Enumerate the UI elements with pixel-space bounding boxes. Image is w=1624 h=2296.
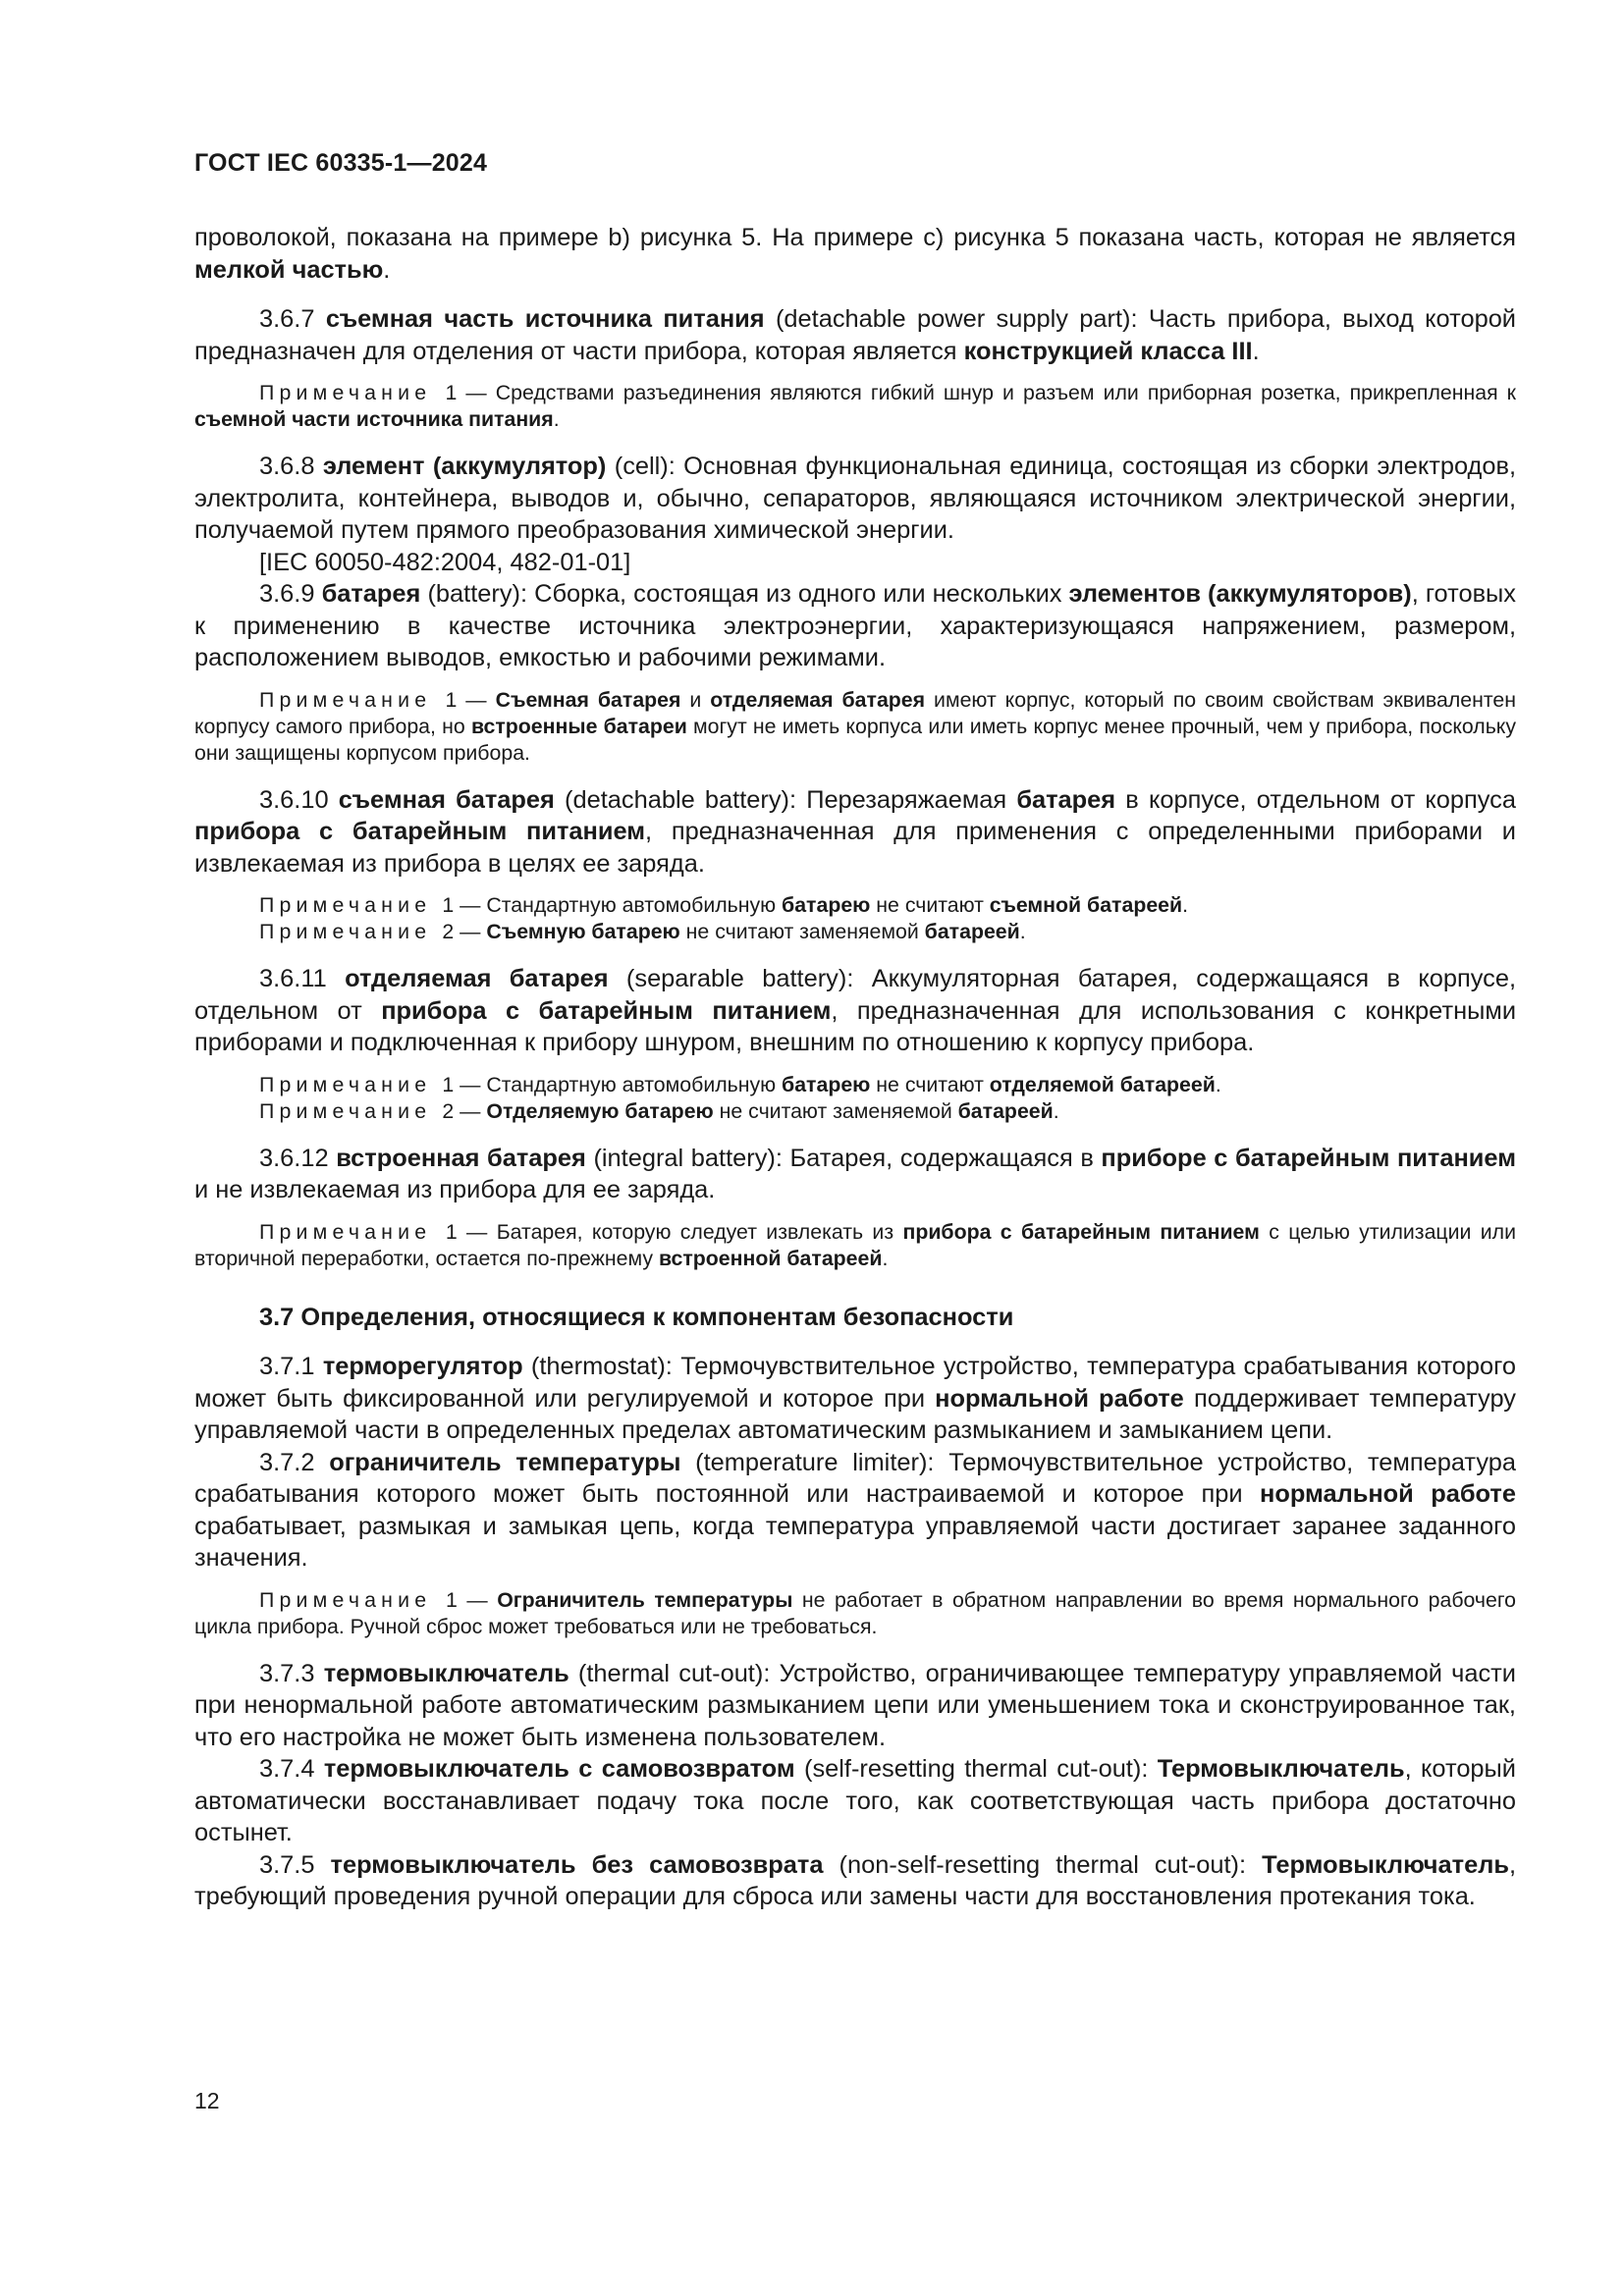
bold-term: прибора с батарейным питанием <box>902 1219 1260 1244</box>
definition-paragraph <box>194 578 1516 674</box>
bold-term: батареей <box>924 920 1020 943</box>
text-run: в корпусе, отдельном от корпуса <box>1115 785 1516 814</box>
note-label: Примечание <box>259 1219 446 1244</box>
text-run: (cell): Основная функциональная единица, состоящая из сборки электродов, электролита, контейнера, выводов и, обычно, сепараторов, являющаяся источником электрической энергии, получаемой путем прямого преобразования химической энергии. <box>194 453 1517 544</box>
text-run: — <box>454 920 487 943</box>
spacer <box>194 1206 1516 1219</box>
bold-term: элемент (аккумулятор) <box>322 453 607 480</box>
spacer <box>194 1575 1516 1587</box>
text-run: могут не иметь корпуса или иметь корпус менее прочный, чем у прибора, поскольку они защищены корпусом прибора. <box>194 714 1517 765</box>
bold-term: отделяемая батарея <box>345 965 609 992</box>
bold-term: нормальной работе <box>935 1384 1184 1413</box>
text-run: (detachable power supply part): Часть прибора, выход которой предназначен для отделения от части прибора, которая является <box>194 305 1516 365</box>
note-paragraph <box>194 687 1516 767</box>
note-number: 1 <box>445 381 458 404</box>
spacer <box>194 767 1516 784</box>
bold-term: съемная батарея <box>338 785 555 814</box>
text-run: с целью утилизации или вторичной переработки, остается по-прежнему <box>194 1219 1516 1270</box>
definition-paragraph <box>194 1658 1516 1754</box>
note-paragraph <box>194 1219 1516 1272</box>
note-label: Примечание <box>259 1072 443 1096</box>
spacer <box>194 1272 1516 1302</box>
text-run: , предназначенная для использования с конкретными приборами и подключенная к прибору шнуром, внешним по отношению к корпусу прибора. <box>194 996 1517 1056</box>
document-header: ГОСТ IEC 60335-1—2024 <box>194 149 488 177</box>
spacer <box>194 367 1516 380</box>
text-run: 3.7 Определения, относящиеся к компонентам безопасности <box>259 1303 1014 1331</box>
bold-term: прибора с батарейным питанием <box>194 818 646 845</box>
text-run: имеют корпус, который по своим свойствам эквивалентен корпусу самого прибора, но <box>194 687 1516 738</box>
document-body <box>194 222 1516 1913</box>
definition-paragraph <box>194 1351 1516 1447</box>
spacer <box>194 674 1516 687</box>
text-run: 3.7.3 <box>259 1659 324 1687</box>
note-paragraph <box>194 892 1516 919</box>
spacer <box>194 880 1516 892</box>
bold-term: Термовыключатель <box>1262 1850 1509 1879</box>
bold-term: приборе с батарейным питанием <box>1101 1144 1516 1172</box>
bold-term: отделяемой батареей <box>989 1072 1216 1096</box>
text-run: — Средствами разъединения являются гибкий шнур и разъем или приборная розетка, прикрепленная к <box>457 381 1516 404</box>
bold-term: встроенной батареей <box>658 1246 883 1270</box>
note-paragraph <box>194 1587 1516 1640</box>
text-run: (separable battery): Аккумуляторная батарея, содержащаяся в корпусе, отдельном от <box>194 965 1516 1025</box>
note-label: Примечание <box>259 893 443 917</box>
text-run: (self-resetting thermal cut-out): <box>794 1755 1158 1783</box>
text-run: , предназначенная для применения с определенными приборами и извлекаемая из прибора в целях ее заряда. <box>194 818 1516 878</box>
note-number: 1 <box>442 893 455 917</box>
text-run: . <box>383 255 391 284</box>
text-run: , требующий проведения ручной операции для сброса или замены части для восстановления протекания тока. <box>194 1850 1516 1910</box>
bold-term: съемной части источника питания <box>194 407 554 431</box>
text-run: проволокой, показана на примере b) рисунка 5. На примере c) рисунка 5 показана часть, которая не является <box>194 224 1516 251</box>
text-run: 3.7.2 <box>259 1448 330 1476</box>
bold-term: термовыключатель без самовозврата <box>330 1850 824 1879</box>
bold-term: элементов (аккумуляторов) <box>1068 580 1412 608</box>
text-run: (integral battery): Батарея, содержащаяся в <box>585 1144 1102 1172</box>
text-run: поддерживает температуру управляемой части в определенных пределах автоматическим размыканием и замыканием цепи. <box>194 1384 1516 1444</box>
bold-term: встроенная батарея <box>336 1144 586 1172</box>
spacer <box>194 1125 1516 1143</box>
note-label: Примечание <box>259 687 446 712</box>
text-run: 3.6.7 <box>259 305 326 333</box>
bold-term: Ограничитель температуры <box>497 1587 793 1612</box>
text-run: не считают заменяемой <box>713 1098 958 1123</box>
bold-term: конструкцией класса III <box>963 337 1253 365</box>
text-run: — Стандартную автомобильную <box>454 1072 783 1096</box>
spacer <box>194 1333 1516 1351</box>
text-run: — Батарея, которую следует извлекать из <box>457 1219 903 1244</box>
bold-term: термовыключатель <box>323 1659 569 1687</box>
text-run: — <box>457 687 496 712</box>
spacer <box>194 433 1516 451</box>
bold-term: батарея <box>1016 785 1116 814</box>
text-run: . <box>1252 337 1260 365</box>
page-number: 12 <box>194 2088 220 2113</box>
note-label: Примечание <box>259 1098 443 1123</box>
text-run: , который автоматически восстанавливает подачу тока после того, как соответствующая часть прибора достаточно остынет. <box>194 1755 1516 1846</box>
note-number: 1 <box>445 687 458 712</box>
definition-paragraph <box>194 1849 1516 1913</box>
bold-term: термовыключатель с самовозвратом <box>323 1755 795 1783</box>
definition-paragraph <box>194 1753 1516 1849</box>
section-heading <box>194 1302 1516 1334</box>
text-run: . <box>882 1246 889 1270</box>
text-run: не считают <box>870 1072 990 1096</box>
text-run: 3.6.9 <box>259 580 322 608</box>
bold-term: встроенные батареи <box>470 714 687 738</box>
bold-term: съемная часть источника питания <box>325 305 765 333</box>
text-run: (temperature limiter): Термочувствительное устройство, температура срабатывания которого может быть постоянной или настраиваемой и которое при <box>194 1448 1516 1508</box>
text-run: 3.7.5 <box>259 1850 331 1879</box>
text-run: 3.6.12 <box>259 1144 337 1172</box>
note-number: 1 <box>442 1072 455 1096</box>
text-run: — <box>454 1098 487 1123</box>
text-run: . <box>1215 1072 1221 1096</box>
text-run: и <box>680 687 711 712</box>
note-label: Примечание <box>259 920 443 943</box>
note-paragraph <box>194 919 1516 945</box>
note-paragraph <box>194 1098 1516 1125</box>
text-run: 3.6.11 <box>259 965 346 992</box>
text-run: 3.7.1 <box>259 1353 323 1380</box>
text-run: — Стандартную автомобильную <box>454 893 783 917</box>
text-run: (thermostat): Термочувствительное устройство, температура срабатывания которого может быть фиксированной или регулируемой и которое при <box>194 1353 1516 1413</box>
note-paragraph <box>194 380 1516 433</box>
definition-paragraph <box>194 303 1516 367</box>
text-run: 3.6.10 <box>259 785 339 814</box>
text-run: (non-self-resetting thermal cut-out): <box>823 1850 1263 1879</box>
definition-paragraph <box>194 1143 1516 1206</box>
spacer <box>194 945 1516 963</box>
definition-paragraph <box>194 963 1516 1059</box>
note-number: 2 <box>442 920 455 943</box>
bold-term: батарею <box>782 1072 871 1096</box>
spacer <box>194 286 1516 303</box>
text-run: не работает в обратном направлении во время нормального рабочего цикла прибора. Ручной сброс может требоваться или не требоваться. <box>194 1587 1516 1638</box>
bold-term: батарею <box>782 893 871 917</box>
text-run: . <box>1019 920 1026 943</box>
note-paragraph <box>194 1072 1516 1098</box>
bold-term: Термовыключатель <box>1157 1755 1405 1783</box>
bold-term: терморегулятор <box>322 1353 523 1380</box>
text-run: . <box>1053 1098 1059 1123</box>
text-run: (battery): Сборка, состоящая из одного или нескольких <box>420 580 1069 608</box>
definition-paragraph <box>194 784 1516 881</box>
text-run: не считают <box>870 893 990 917</box>
note-number: 1 <box>446 1587 458 1612</box>
text-run: (detachable battery): Перезаряжаемая <box>554 785 1017 814</box>
bold-term: нормальной работе <box>1260 1480 1516 1508</box>
bold-term: батарея <box>321 580 421 608</box>
text-run: . <box>553 407 560 431</box>
text-run: 3.7.4 <box>259 1755 324 1783</box>
bold-term: Съемная батарея <box>495 687 681 712</box>
definition-paragraph <box>194 1447 1516 1575</box>
bold-term: Съемную батарею <box>486 920 680 943</box>
definition-paragraph <box>194 451 1516 547</box>
bold-term: батареей <box>957 1098 1054 1123</box>
note-label: Примечание <box>259 1587 446 1612</box>
text-run: — <box>457 1587 498 1612</box>
text-run: (thermal cut-out): Устройство, ограничивающее температуру управляемой части при ненормальной работе автоматическим размыканием цепи или уменьшением тока и сконструированное так, что его настройка не может быть изменена пользователем. <box>194 1659 1516 1751</box>
note-label: Примечание <box>259 381 446 404</box>
note-number: 1 <box>445 1219 458 1244</box>
note-number: 2 <box>442 1098 455 1123</box>
definition-paragraph <box>194 547 1516 579</box>
bold-term: Отделяемую батарею <box>486 1098 714 1123</box>
text-run: 3.6.8 <box>259 453 323 480</box>
text-run: [IEC 60050-482:2004, 482-01-01] <box>259 548 631 576</box>
text-run: . <box>1182 893 1189 917</box>
spacer <box>194 1059 1516 1072</box>
text-run: , готовых к применению в качестве источника электроэнергии, характеризующаяся напряжением, размером, расположением выводов, емкостью и рабочими режимами. <box>194 580 1517 671</box>
bold-term: мелкой частью <box>194 255 384 284</box>
text-run: и не извлекаемая из прибора для ее заряда. <box>194 1176 716 1203</box>
definition-paragraph <box>194 222 1516 286</box>
text-run: срабатывает, размыкая и замыкая цепь, когда температура управляемой части достигает заранее заданного значения. <box>194 1512 1516 1572</box>
text-run: не считают заменяемой <box>679 920 925 943</box>
bold-term: съемной батареей <box>989 893 1183 917</box>
bold-term: прибора с батарейным питанием <box>381 996 832 1025</box>
bold-term: отделяемая батарея <box>710 687 926 712</box>
spacer <box>194 1640 1516 1658</box>
bold-term: ограничитель температуры <box>329 1448 681 1476</box>
